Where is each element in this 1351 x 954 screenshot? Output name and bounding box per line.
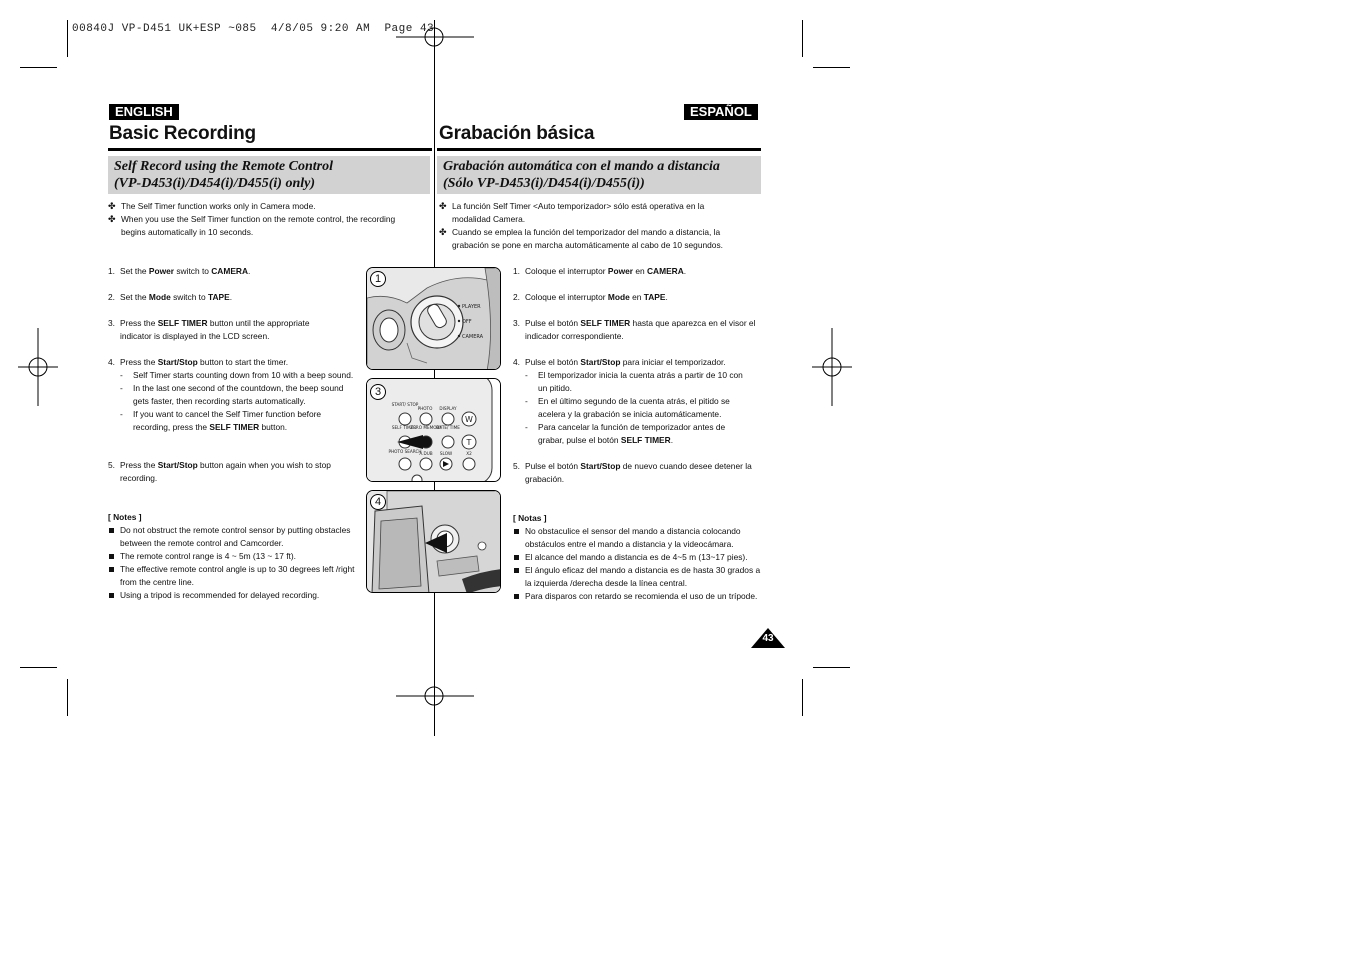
step-4: 4. Press the Start/Stop button to start the timer. - Self Timer starts counting down from 10 with a beep sound. - In the last one second of the countdown, the beep sound gets faster, then recording starts automatically. - If you want to cancel the Self Timer function before recording, press the SELF TIMER button. bbox=[108, 356, 360, 434]
svg-text:DATE/ TIME: DATE/ TIME bbox=[436, 425, 460, 430]
figure-remote-control bbox=[366, 378, 501, 482]
figure-camcorder-side bbox=[366, 490, 501, 593]
spanish-intro bbox=[439, 200, 745, 252]
camcorder-dial-illustration bbox=[367, 268, 501, 370]
square-bullet-icon bbox=[514, 568, 519, 573]
list-item: Para disparos con retardo se recomienda el uso de un trípode. bbox=[513, 590, 763, 603]
svg-text:START/ STOP: START/ STOP bbox=[391, 402, 419, 407]
list-item: Do not obstruct the remote control sensor by putting obstacles between the remote control and Camcorder. bbox=[108, 524, 358, 550]
list-item: El ángulo eficaz del mando a distancia es de hasta 30 grados a la izquierda /derecha desde la línea central. bbox=[513, 564, 763, 590]
svg-text:PHOTO SEARCH: PHOTO SEARCH bbox=[388, 449, 422, 454]
svg-text:A.DUB: A.DUB bbox=[419, 451, 433, 456]
notes-heading: [ Notas ] bbox=[513, 513, 547, 523]
square-bullet-icon bbox=[514, 594, 519, 599]
list-item: The remote control range is 4 ~ 5m (13 ~ 17 ft). bbox=[108, 550, 358, 563]
svg-text:DISPLAY: DISPLAY bbox=[439, 406, 457, 411]
step-3: 3. Pulse el botón SELF TIMER hasta que aparezca en el visor el indicador correspondiente. bbox=[513, 318, 756, 341]
page-number: 43 bbox=[751, 628, 785, 648]
svg-text:X2: X2 bbox=[466, 451, 472, 456]
list-item: ✤ When you use the Self Timer function on the remote control, the recording begins automatically in 10 seconds. bbox=[108, 214, 396, 237]
cross-bullet-icon: ✤ bbox=[108, 201, 116, 211]
english-steps bbox=[108, 265, 360, 495]
square-bullet-icon bbox=[514, 555, 519, 560]
cross-bullet-icon: ✤ bbox=[108, 214, 116, 224]
step-5: 5. Press the Start/Stop button again when you wish to stop recording. bbox=[108, 460, 331, 483]
figure-number-3: 3 bbox=[370, 384, 386, 400]
zoom-t-label: T bbox=[466, 438, 472, 447]
list-item: Using a tripod is recommended for delayed recording. bbox=[108, 589, 358, 602]
notes-heading: [ Notes ] bbox=[108, 512, 142, 522]
step-2: 2. Coloque el interruptor Mode en TAPE. bbox=[513, 292, 668, 302]
svg-text:SLOW: SLOW bbox=[439, 451, 453, 456]
svg-text:PHOTO: PHOTO bbox=[417, 406, 433, 411]
step-2: 2. Set the Mode switch to TAPE. bbox=[108, 292, 233, 302]
english-subtitle: Self Record using the Remote Control (VP-D453(i)/D454(i)/D455(i) only) bbox=[108, 156, 430, 194]
cross-bullet-icon: ✤ bbox=[439, 227, 447, 237]
registration-mark-top bbox=[396, 20, 474, 60]
sub-item: - If you want to cancel the Self Timer function before recording, press the SELF TIMER button. bbox=[120, 409, 322, 432]
square-bullet-icon bbox=[109, 554, 114, 559]
dial-label-player: PLAYER bbox=[462, 304, 481, 310]
sub-item: - El temporizador inicia la cuenta atrás a partir de 10 con un pitido. bbox=[525, 370, 743, 393]
step-1: 1. Coloque el interruptor Power en CAMERA. bbox=[513, 266, 687, 276]
spanish-title-rule bbox=[437, 148, 761, 151]
svg-text:ZERO MEMORY: ZERO MEMORY bbox=[410, 425, 442, 430]
registration-mark-bottom bbox=[396, 678, 474, 718]
dial-label-off: OFF bbox=[462, 319, 472, 325]
registration-mark-left bbox=[18, 328, 58, 406]
dial-label-camera: CAMERA bbox=[462, 334, 484, 340]
svg-text:SELF TIMER: SELF TIMER bbox=[391, 425, 417, 430]
print-header: 00840J VP-D451 UK+ESP ~085 4/8/05 9:20 AM Page 43 bbox=[72, 23, 435, 35]
english-title-rule bbox=[108, 148, 432, 151]
figure-power-dial bbox=[366, 267, 501, 370]
step-1: 1. Set the Power switch to CAMERA. bbox=[108, 266, 251, 276]
step-4: 4. Pulse el botón Start/Stop para iniciar el temporizador. - El temporizador inicia la cuenta atrás a partir de 10 con un pitido. - En el último segundo de la cuenta atrás, el pitido se acelera y la grabación se inicia automáticamente. - Para cancelar la función de temporizador antes de grabar, pulse el botón SELF TIMER. bbox=[513, 356, 745, 447]
spanish-notes bbox=[513, 512, 763, 603]
spanish-steps bbox=[513, 265, 761, 495]
spanish-badge: ESPAÑOL bbox=[684, 104, 758, 120]
sub-item: - Para cancelar la función de temporizador antes de grabar, pulse el botón SELF TIMER. bbox=[525, 422, 726, 445]
zoom-w-label: W bbox=[465, 415, 473, 424]
square-bullet-icon bbox=[514, 529, 519, 534]
list-item: No obstaculice el sensor del mando a distancia colocando obstáculos entre el mando a distancia y la videocámara. bbox=[513, 525, 763, 551]
remote-control-illustration bbox=[367, 379, 501, 482]
square-bullet-icon bbox=[109, 528, 114, 533]
english-title: Basic Recording bbox=[109, 123, 256, 144]
spanish-subtitle: Grabación automática con el mando a distancia (Sólo VP-D453(i)/D454(i)/D455(i)) bbox=[437, 156, 761, 194]
list-item: The effective remote control angle is up to 30 degrees left /right from the centre line. bbox=[108, 563, 358, 589]
list-item: ✤ La función Self Timer <Auto temporizador> sólo está operativa en la modalidad Camera. bbox=[439, 201, 705, 224]
sub-item: - Self Timer starts counting down from 10 with a beep sound. bbox=[120, 370, 354, 380]
step-5: 5. Pulse el botón Start/Stop de nuevo cuando desee detener la grabación. bbox=[513, 461, 752, 484]
square-bullet-icon bbox=[109, 567, 114, 572]
square-bullet-icon bbox=[109, 593, 114, 598]
sub-item: - In the last one second of the countdown, the beep sound gets faster, then recording starts automatically. bbox=[120, 383, 344, 406]
step-3: 3. Press the SELF TIMER button until the appropriate indicator is displayed in the LCD screen. bbox=[108, 318, 310, 341]
camcorder-side-illustration bbox=[367, 491, 501, 593]
spanish-title: Grabación básica bbox=[439, 123, 595, 144]
list-item: ✤ The Self Timer function works only in Camera mode. bbox=[108, 201, 316, 211]
figure-number-4: 4 bbox=[370, 494, 386, 510]
english-intro bbox=[108, 200, 418, 239]
list-item: El alcance del mando a distancia es de 4~5 m (13~17 pies). bbox=[513, 551, 763, 564]
english-notes bbox=[108, 511, 358, 602]
registration-mark-right bbox=[812, 328, 852, 406]
figure-number-1: 1 bbox=[370, 271, 386, 287]
english-badge: ENGLISH bbox=[109, 104, 179, 120]
cross-bullet-icon: ✤ bbox=[439, 201, 447, 211]
sub-item: - En el último segundo de la cuenta atrás, el pitido se acelera y la grabación se inicia automáticamente. bbox=[525, 396, 730, 419]
list-item: ✤ Cuando se emplea la función del temporizador del mando a distancia, la grabación se pone en marcha automáticamente al cabo de 10 segundos. bbox=[439, 227, 723, 250]
